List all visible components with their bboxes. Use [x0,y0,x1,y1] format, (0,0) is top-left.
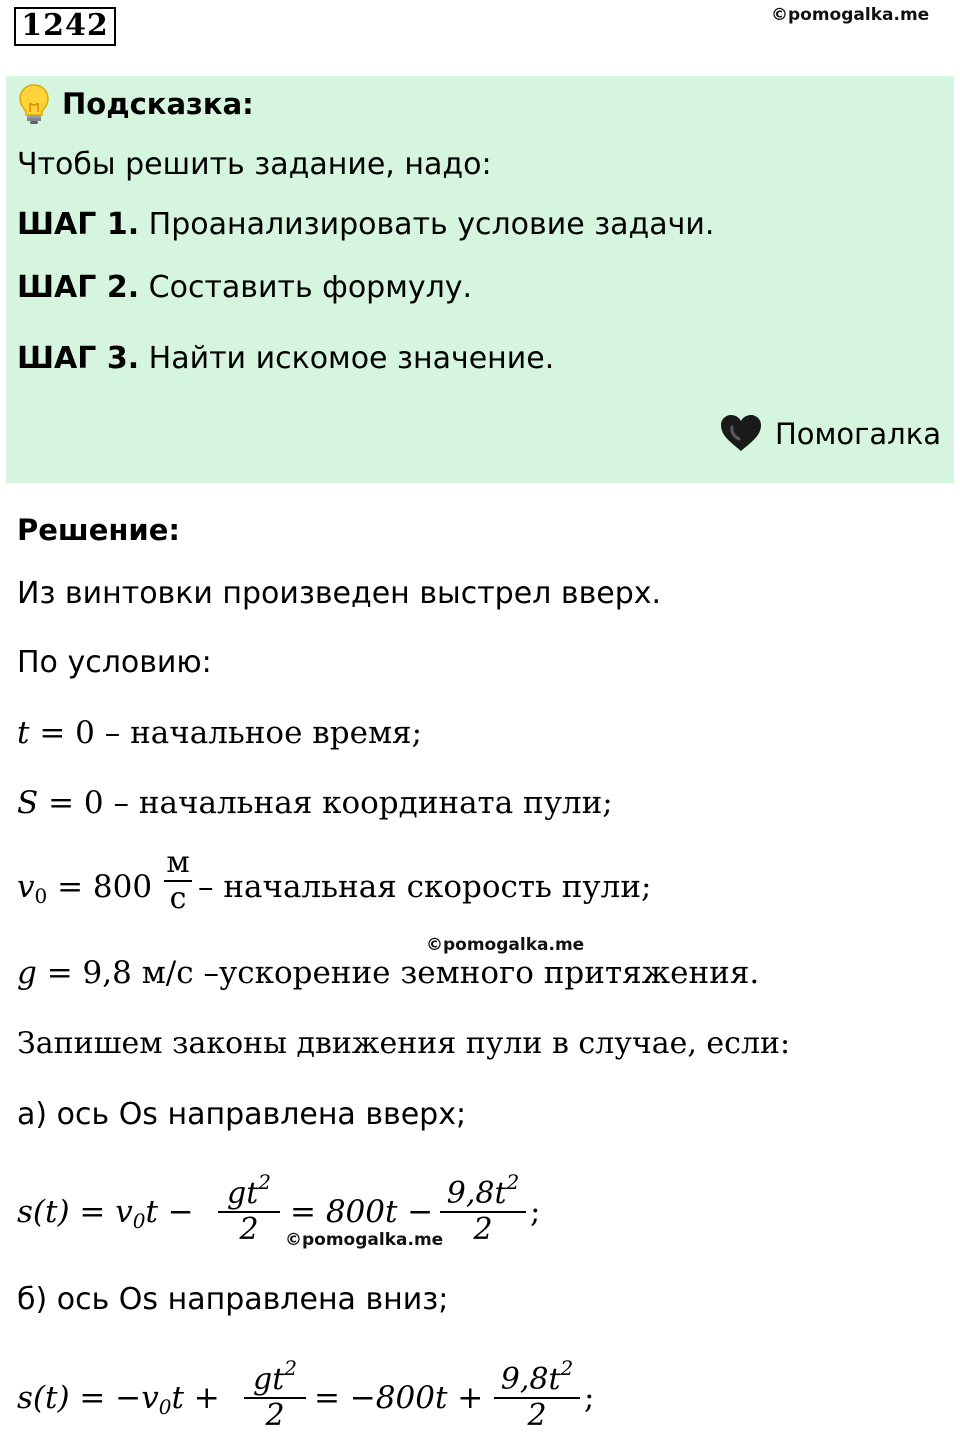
solution-title: Решение: [17,513,181,547]
case-a: а) ось Os направлена вверх; [17,1097,467,1132]
formula-text: t + [171,1380,220,1416]
step-text: Проанализировать условие задачи. [139,207,715,242]
laws-line: Запишем законы движения пули в случае, если: [17,1026,791,1061]
condition-t [17,715,422,751]
fraction-numerator [447,1165,520,1211]
formula-a-end: ; [530,1194,541,1230]
formula-a-lhs [17,1194,194,1239]
exponent: 2 [284,1356,297,1380]
condition-g [17,955,759,991]
condition-s [17,785,613,821]
formula-text: t − [145,1194,194,1230]
formula-text: s(t) = v [17,1194,133,1230]
exponent: 2 [506,1170,520,1194]
numerator-text: 9,8t [500,1362,561,1397]
brand-label: Помогалка [775,417,941,451]
subscript: 0 [158,1395,172,1419]
fraction-denominator: 2 [473,1212,493,1247]
watermark-mid: ©pomogalka.me [426,935,585,955]
formula-a-fraction-1 [218,1165,280,1247]
step-label: ШАГ 3. [17,341,140,376]
case-b: б) ось Os направлена вниз; [17,1282,449,1317]
fraction-numerator [227,1165,271,1211]
hint-step-2 [17,270,472,306]
var-s: S [17,785,39,821]
fraction-denominator: с [169,881,187,916]
unit-fraction [164,846,192,916]
fraction-numerator [501,1351,574,1397]
fraction-denominator: 2 [527,1398,547,1433]
formula-a-mid: = 800t − [290,1194,434,1230]
hint-intro: Чтобы решить задание, надо: [17,147,492,182]
watermark-top: ©pomogalka.me [771,5,930,25]
var-g: g [17,955,37,991]
step-text: Составить формулу. [139,270,473,305]
lightbulb-icon [18,83,50,125]
formula-b-fraction-2 [494,1351,580,1433]
fraction-denominator: 2 [239,1212,259,1247]
formula-a-fraction-2 [440,1165,526,1247]
exponent: 2 [560,1356,574,1380]
numerator-text: gt [227,1176,259,1211]
condition-g-text: = 9,8 м/с –ускорение земного притяжения. [36,955,760,991]
subscript: 0 [34,884,48,908]
solution-line-2: По условию: [17,645,212,680]
fraction-denominator: 2 [265,1398,285,1433]
var-v: v [17,869,35,905]
fraction-numerator [253,1351,297,1397]
formula-b-end: ; [584,1380,595,1416]
var-t: t [17,715,30,751]
hint-step-1 [17,207,714,243]
solution-line-1: Из винтовки произведен выстрел вверх. [17,576,662,611]
fraction-numerator: м [166,845,190,880]
formula-text: s(t) = −v [17,1380,159,1416]
condition-v0-eq: = 800 [47,869,153,905]
condition-v0 [17,869,152,914]
task-number: 1242 [14,7,116,46]
numerator-text: 9,8t [446,1176,507,1211]
formula-b-mid: = −800t + [314,1380,484,1416]
formula-b-lhs [17,1380,220,1425]
condition-t-text: = 0 – начальное время; [29,715,423,751]
numerator-text: gt [253,1362,285,1397]
watermark-formula: ©pomogalka.me [285,1230,444,1250]
hint-step-3 [17,341,554,377]
condition-s-text: = 0 – начальная координата пули; [38,785,613,821]
hint-title: Подсказка: [62,87,254,121]
condition-v0-text: – начальная скорость пули; [198,869,652,905]
step-label: ШАГ 1. [17,207,140,242]
subscript: 0 [132,1209,146,1233]
exponent: 2 [258,1170,271,1194]
heart-icon [719,413,763,453]
step-text: Найти искомое значение. [139,341,555,376]
step-label: ШАГ 2. [17,270,140,305]
formula-b-fraction-1 [244,1351,306,1433]
